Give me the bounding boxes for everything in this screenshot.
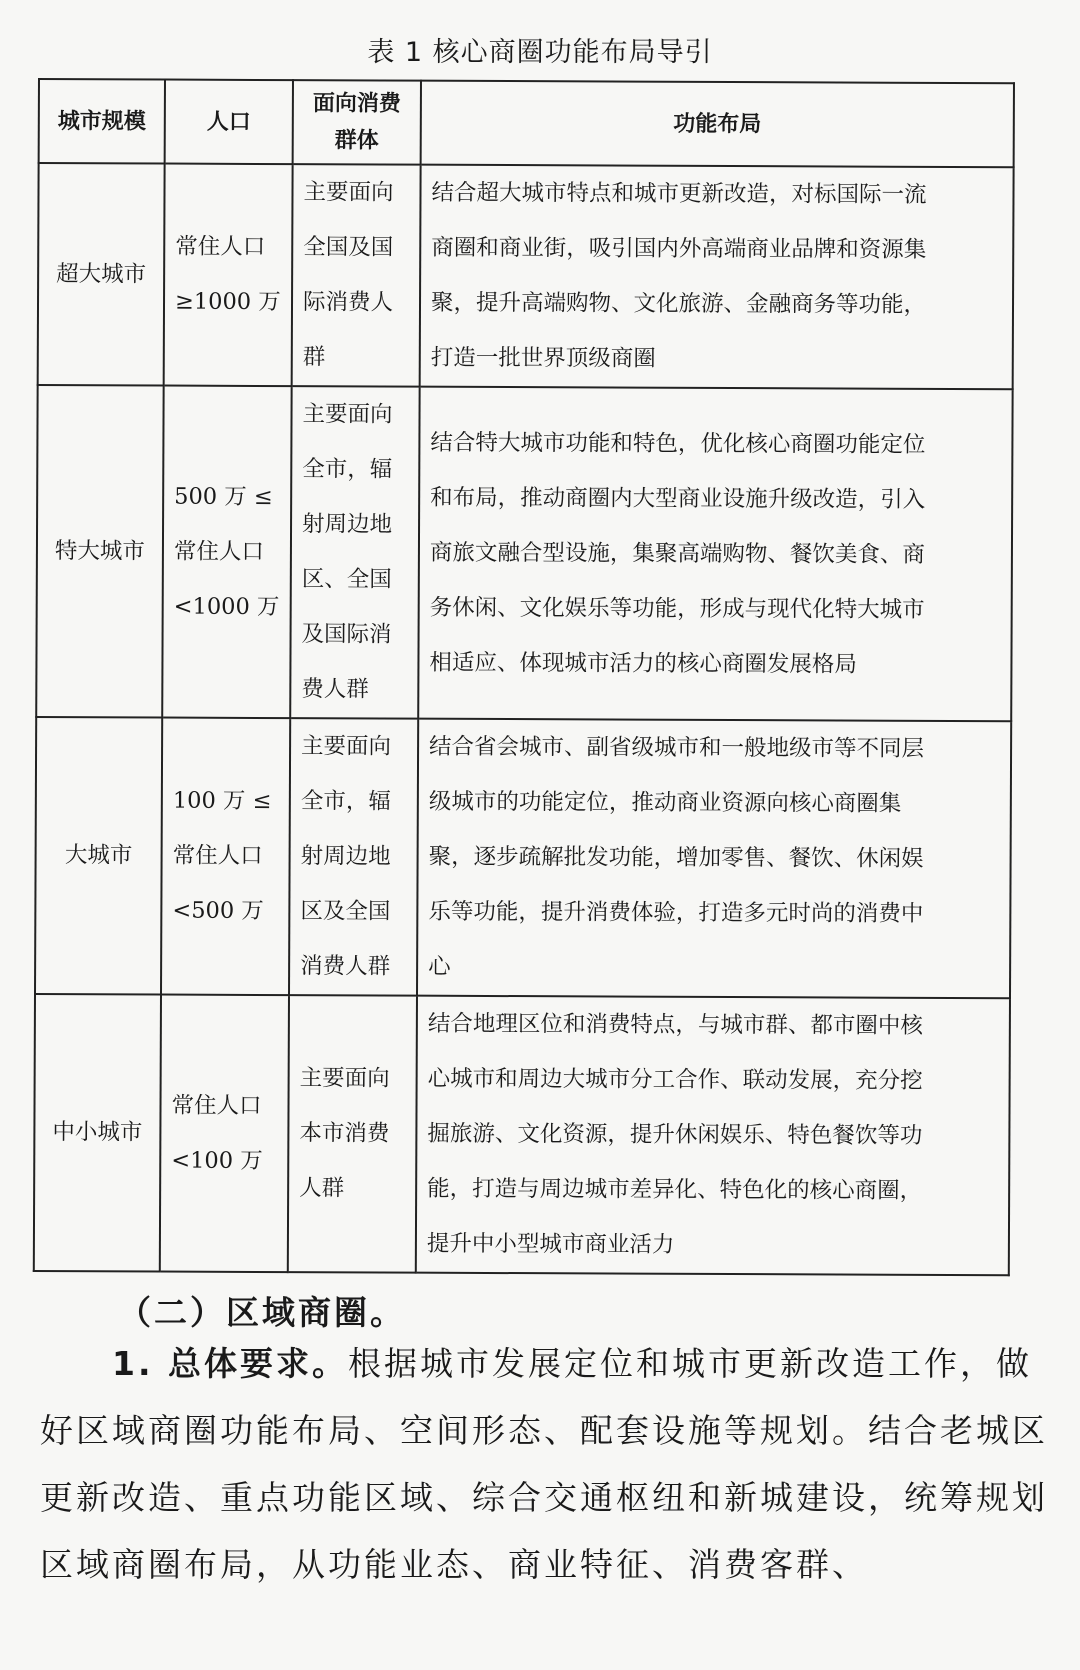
population-line: 常住人口 [171,1092,262,1119]
cell-function-layout [416,996,1010,1276]
paragraph-lead: 1. 总体要求。 [112,1344,348,1383]
layout-line: 商圈和商业街，吸引国内外高端商业品牌和资源集 [431,234,927,263]
group-line: 际消费人 [302,289,394,316]
group-line: 主要面向 [303,179,394,206]
group-line: 人群 [299,1175,345,1202]
cell-city-scale: 超大城市 [38,163,165,386]
group-line: 区、全国 [301,566,392,593]
table-row [34,994,1010,1275]
cell-consumer-group [292,164,421,387]
table-caption: 表 1 核心商圈功能布局导引 [367,37,713,68]
cell-population [164,164,293,387]
cell-population [160,995,289,1273]
table-row [36,385,1012,721]
layout-line: 掘旅游、文化资源，提升休闲娱乐、特色餐饮等功 [427,1120,923,1149]
cell-consumer-group [289,718,418,996]
group-line: 及国际消 [301,621,392,648]
cell-function-layout [420,165,1014,390]
population-line: <500 万 [172,897,264,924]
population-line: 常住人口 [172,842,263,869]
header-consumer-group [293,80,421,165]
layout-line: 提升中小型城市商业活力 [426,1230,675,1258]
layout-line: 打造一批世界顶级商圈 [430,344,656,372]
cell-city-scale: 特大城市 [36,385,163,718]
group-line: 费人群 [301,676,369,703]
table-row [35,717,1011,998]
header-function-layout: 功能布局 [421,81,1014,168]
core-business-district-table [33,78,1015,1276]
group-line: 主要面向 [299,1065,390,1092]
layout-line: 结合省会城市、副省级城市和一般地级市等不同层 [429,733,925,762]
header-consumer-group-line1: 面向消费 [312,91,401,117]
layout-line: 乐等功能，提升消费体验，打造多元时尚的消费中 [428,898,924,927]
layout-line: 心城市和周边大城市分工合作、联动发展，充分挖 [427,1065,923,1094]
body-paragraph [40,1330,1050,1598]
layout-line: 务休闲、文化娱乐等功能，形成与现代化特大城市 [429,594,925,623]
cell-population [161,718,290,996]
cell-city-scale: 大城市 [35,717,162,995]
population-line: 常住人口 [173,538,265,565]
cell-population [162,386,291,719]
cell-city-scale: 中小城市 [34,994,161,1272]
header-population: 人口 [165,80,293,165]
header-consumer-group-line2: 群体 [334,128,379,154]
population-line: <100 万 [171,1147,263,1174]
paragraph-body: 根据城市发展定位和城市更新改造工作，做好区域商圈功能布局、空间形态、配套设施等规划。结合老城区更新改造、重点功能区域、综合交通枢纽和新城建设，统筹规划区域商圈布局，从功能业态、商业特征、消费客群、 [40,1344,1048,1584]
group-line: 全市，辐 [300,788,391,815]
population-line: 100 万 ≤ [172,787,272,815]
layout-line: 级城市的功能定位，推动商业资源向核心商圈集 [428,788,902,817]
group-line: 本市消费 [299,1120,390,1147]
population-line: ≥1000 万 [174,288,281,316]
layout-line: 商旅文融合型设施，集聚高端购物、餐饮美食、商 [429,539,926,568]
layout-line: 心 [428,953,451,980]
layout-line: 和布局，推动商圈内大型商业设施升级改造，引入 [430,484,926,513]
layout-line: 结合特大城市功能和特色，优化核心商圈功能定位 [430,429,926,458]
group-line: 全国及国 [303,234,394,261]
group-line: 射周边地 [300,843,391,870]
group-line: 区及全国 [300,898,391,925]
table-header-row [39,79,1014,167]
layout-line: 结合地理区位和消费特点，与城市群、都市圈中核 [427,1010,923,1039]
group-line: 射周边地 [301,511,393,538]
layout-line: 聚，逐步疏解批发功能，增加零售、餐饮、休闲娱 [428,843,924,872]
cell-function-layout [418,387,1012,722]
cell-consumer-group [290,386,419,719]
group-line: 主要面向 [301,733,392,760]
cell-function-layout [417,719,1011,999]
layout-line: 能，打造与周边城市差异化、特色化的核心商圈， [427,1175,923,1204]
group-line: 群 [302,344,326,371]
layout-line: 聚，提升高端购物、文化旅游、金融商务等功能， [430,289,927,318]
population-line: 500 万 ≤ [174,483,273,510]
cell-consumer-group [288,995,417,1273]
population-line: 常住人口 [175,233,266,260]
header-city-scale: 城市规模 [39,79,165,164]
group-line: 主要面向 [302,401,393,428]
section-heading: （二）区域商圈。 [118,1293,406,1332]
group-line: 全市，辐 [302,456,393,483]
population-line: <1000 万 [173,593,280,620]
group-line: 消费人群 [300,953,391,980]
layout-line: 结合超大城市特点和城市更新改造，对标国际一流 [431,179,927,208]
layout-line: 相适应、体现城市活力的核心商圈发展格局 [429,649,858,678]
table-row [38,163,1014,389]
